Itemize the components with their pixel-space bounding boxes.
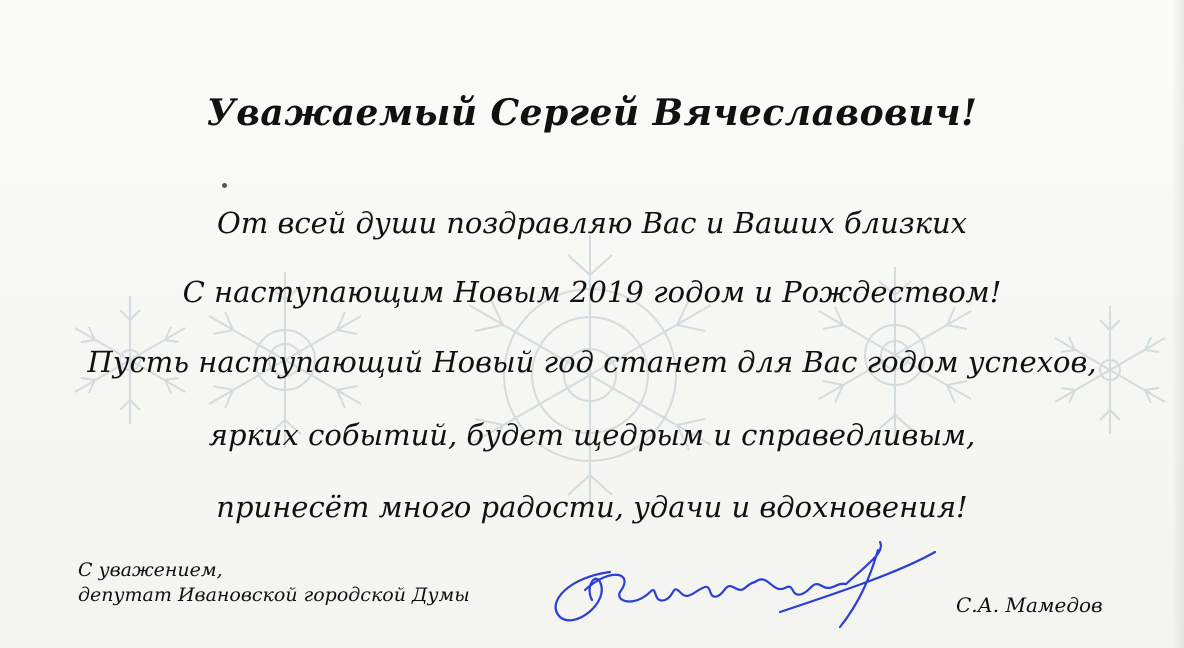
ink-speck (222, 183, 227, 188)
body-line-5: принесёт много радости, удачи и вдохновения! (216, 490, 968, 524)
body-line-3: Пусть наступающий Новый год станет для Вас годом успехов, (87, 345, 1097, 379)
body-line-1: От всей души поздравляю Вас и Ваших близких (216, 206, 967, 240)
closing-block (78, 558, 470, 608)
body-line-4: ярких событий, будет щедрым и справедливым, (208, 418, 976, 452)
body-line-2: С наступающим Новым 2019 годом и Рождеством! (182, 275, 1002, 309)
closing-line-1: С уважением, (78, 559, 223, 581)
signature (540, 532, 940, 642)
salutation: Уважаемый Сергей Вячеславович! (206, 92, 978, 134)
signatory-name: С.А. Мамедов (956, 593, 1103, 617)
closing-line-2: депутат Ивановской городской Думы (78, 584, 470, 606)
